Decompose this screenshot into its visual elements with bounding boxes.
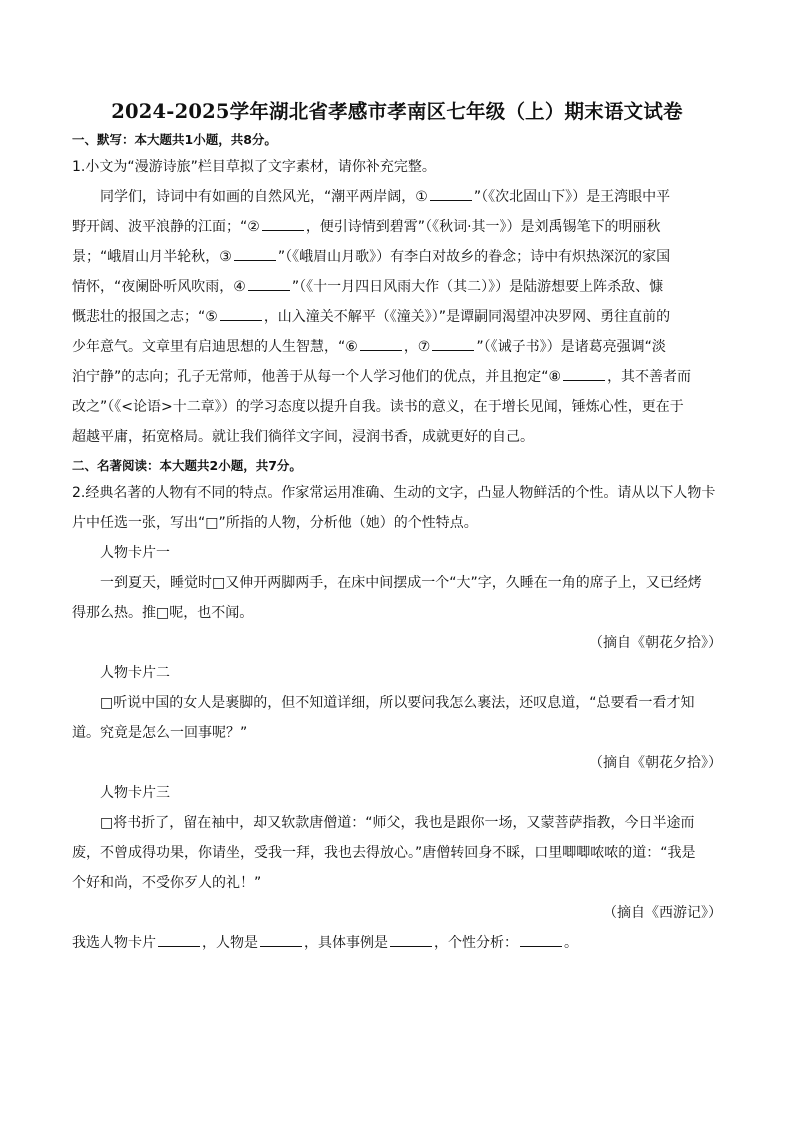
question-2-prompt-line: 2.经典名著的人物有不同的特点。作家常运用准确、生动的文字，凸显人物鲜活的个性。请从以下人物卡	[72, 485, 716, 501]
passage-text: ”（《次北固山下》）是王湾眼中平	[473, 189, 671, 205]
card-label: 人物卡片三	[100, 785, 170, 801]
answer-text: ，人物是	[202, 935, 258, 951]
card-label: 人物卡片一	[100, 545, 170, 561]
card-source: （摘自《朝花夕拾》）	[589, 635, 722, 651]
card-text-line: 个好和尚，不受你歹人的礼！”	[72, 875, 262, 891]
card-label: 人物卡片二	[100, 665, 170, 681]
passage-text: 慨悲壮的报国之志；“⑤	[72, 309, 218, 325]
passage-line	[72, 362, 722, 392]
passage-text: 景；“峨眉山月半轮秋，③	[72, 249, 232, 265]
passage-line: 改之”（《<论语>十二章》）的学习态度以提升自我。读书的意义，在于增长见闻，锤炼心性，更在于	[72, 399, 684, 415]
example-blank[interactable]	[390, 934, 432, 947]
passage-text: ”（《峨眉山月歌》）有李白对故乡的眷念；诗中有炽热深沉的家国	[277, 249, 671, 265]
character-card-3	[72, 778, 722, 928]
card-text-line: 废，不曾成得功果，你请坐，受我一拜，我也去得放心。”唐僧转回身不睬，口里唧唧哝哝的道：“我是	[72, 845, 696, 861]
answer-blank-3[interactable]	[234, 248, 276, 261]
card-source: （摘自《朝花夕拾》）	[589, 755, 722, 771]
answer-text: 。	[564, 935, 578, 951]
passage-text: 野开阔、波平浪静的江面；“②	[72, 219, 260, 235]
passage-text: ”（《十一月四日风雨大作（其二）》）是陆游想要上阵杀敌、慷	[291, 279, 664, 295]
passage-text: ，其不善者而	[607, 369, 692, 385]
passage-text: 情怀，“夜阑卧听风吹雨，④	[72, 279, 246, 295]
passage-line	[72, 332, 722, 362]
question-1-prompt: 1.小文为“漫游诗旅”栏目草拟了文字素材，请你补充完整。	[72, 159, 436, 175]
passage-text: ，⑦	[403, 339, 431, 355]
card-source: （摘自《西游记》）	[603, 905, 722, 921]
analysis-blank[interactable]	[520, 934, 562, 947]
passage-line	[72, 242, 722, 272]
passage-text: 泊宁静”的志向；孔子无常师，他善于从每一个人学习他们的优点，并且抱定“⑧	[72, 369, 562, 385]
passage-text: ”（《诫子书》）是诸葛亮强调“淡	[476, 339, 666, 355]
passage-line: 超越平庸，拓宽格局。就让我们徜徉文字间，浸润书香，成就更好的自己。	[72, 429, 534, 445]
card-text-line: □听说中国的女人是裹脚的，但不知道详细，所以要问我怎么裹法，还叹息道，“总要看一看才知	[100, 695, 695, 711]
passage-line	[72, 212, 722, 242]
section-1-heading: 一、默写：本大题共1小题，共8分。	[72, 132, 277, 147]
answer-text: ，具体事例是	[304, 935, 388, 951]
character-card-2	[72, 658, 722, 778]
answer-blank-7[interactable]	[432, 338, 474, 351]
answer-blank-6[interactable]	[360, 338, 402, 351]
answer-blank-1[interactable]	[430, 188, 472, 201]
card-choice-blank[interactable]	[158, 934, 200, 947]
section-2-heading: 二、名著阅读：本大题共2小题，共7分。	[72, 458, 302, 473]
passage-text: 同学们，诗词中有如画的自然风光，“潮平两岸阔，①	[100, 189, 428, 205]
passage-line	[72, 302, 722, 332]
passage-line	[72, 182, 722, 212]
question-2-prompt-line: 片中任选一张，写出“□”所指的人物，分析他（她）的个性特点。	[72, 515, 478, 531]
card-text-line: 一到夏天，睡觉时□又伸开两脚两手，在床中间摆成一个“大”字，久睡在一角的席子上，又已经烤	[100, 575, 702, 591]
passage-line	[72, 272, 722, 302]
page-title: 2024-2025学年湖北省孝感市孝南区七年级（上）期末语文试卷	[111, 100, 683, 123]
answer-line	[72, 928, 722, 958]
card-text-line: 得那么热。推□呢，也不闻。	[72, 605, 254, 621]
card-text-line: □将书折了，留在袖中，却又软款唐僧道：“师父，我也是跟你一场，又蒙菩萨指教，今日半途而	[100, 815, 695, 831]
answer-blank-5[interactable]	[220, 308, 262, 321]
passage-text: 少年意气。文章里有启迪思想的人生智慧，“⑥	[72, 339, 358, 355]
answer-blank-2[interactable]	[262, 218, 304, 231]
answer-blank-4[interactable]	[248, 278, 290, 291]
answer-blank-8[interactable]	[563, 368, 605, 381]
answer-text: 我选人物卡片	[72, 935, 156, 951]
character-card-1	[72, 538, 722, 658]
character-blank[interactable]	[260, 934, 302, 947]
passage-text: ，山入潼关不解平（《潼关》）”是谭嗣同渴望冲决罗网、勇往直前的	[263, 309, 671, 325]
card-text-line: 道。究竟是怎么一回事呢？”	[72, 725, 248, 741]
question-1-passage	[72, 182, 722, 452]
passage-text: ，便引诗情到碧霄”（《秋词·其一》）是刘禹锡笔下的明丽秋	[305, 219, 661, 235]
answer-text: ，个性分析：	[434, 935, 518, 951]
